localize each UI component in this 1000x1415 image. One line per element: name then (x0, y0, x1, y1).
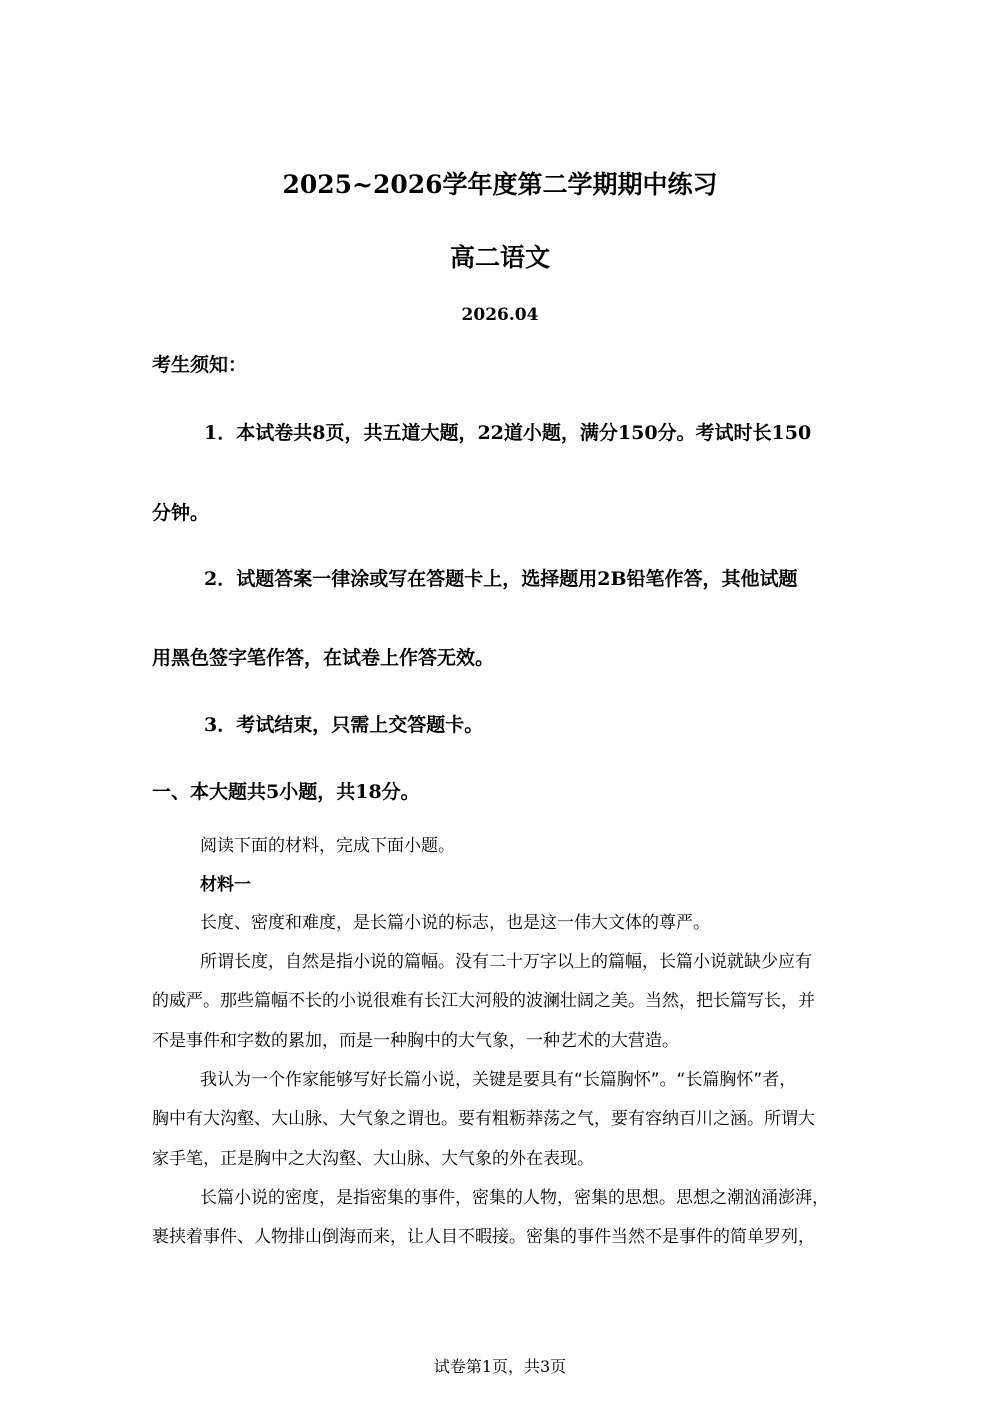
passage-line: 所谓长度，自然是指小说的篇幅。没有二十万字以上的篇幅，长篇小说就缺少应有 (200, 952, 812, 972)
material-label: 材料一 (200, 875, 251, 895)
section-1-heading: 一、本大题共5小题，共18分。 (152, 781, 420, 803)
passage-line: 胸中有大沟壑、大山脉、大气象之谓也。要有粗粝莽荡之气，要有容纳百川之涵。所谓大 (152, 1109, 815, 1129)
exam-title: 2025~2026学年度第二学期期中练习 (282, 170, 718, 199)
passage-line: 家手笔，正是胸中之大沟壑、大山脉、大气象的外在表现。 (152, 1149, 594, 1169)
passage-line: 裹挟着事件、人物排山倒海而来，让人目不暇接。密集的事件当然不是事件的简单罗列， (152, 1227, 815, 1247)
notice-item-2-line-1: 2．试题答案一律涂或写在答题卡上，选择题用2B铅笔作答，其他试题 (204, 568, 798, 590)
passage-line: 不是事件和字数的累加，而是一种胸中的大气象，一种艺术的大营造。 (152, 1031, 679, 1051)
notice-item-3: 3．考试结束，只需上交答题卡。 (204, 714, 484, 736)
notice-item-1-line-2: 分钟。 (152, 502, 210, 524)
exam-subject: 高二语文 (449, 243, 550, 272)
notice-item-1-line-1: 1．本试卷共8页，共五道大题，22道小题，满分150分。考试时长150 (204, 422, 812, 444)
section-1-instruction: 阅读下面的材料，完成下面小题。 (200, 836, 455, 856)
passage-line: 我认为一个作家能够写好长篇小说，关键是要具有“长篇胸怀”。“长篇胸怀”者， (200, 1070, 797, 1090)
passage-line: 长篇小说的密度，是指密集的事件，密集的人物，密集的思想。思想之潮汹涌澎湃， (200, 1188, 829, 1208)
notice-heading: 考生须知： (152, 354, 248, 376)
passage-line: 长度、密度和难度，是长篇小说的标志，也是这一伟大文体的尊严。 (200, 913, 710, 933)
page-footer: 试卷第1页，共3页 (433, 1357, 567, 1376)
exam-date: 2026.04 (461, 305, 539, 325)
passage-line: 的威严。那些篇幅不长的小说很难有长江大河般的波澜壮阔之美。当然，把长篇写长，并 (152, 991, 815, 1011)
notice-item-2-line-2: 用黑色签字笔作答，在试卷上作答无效。 (152, 647, 495, 669)
